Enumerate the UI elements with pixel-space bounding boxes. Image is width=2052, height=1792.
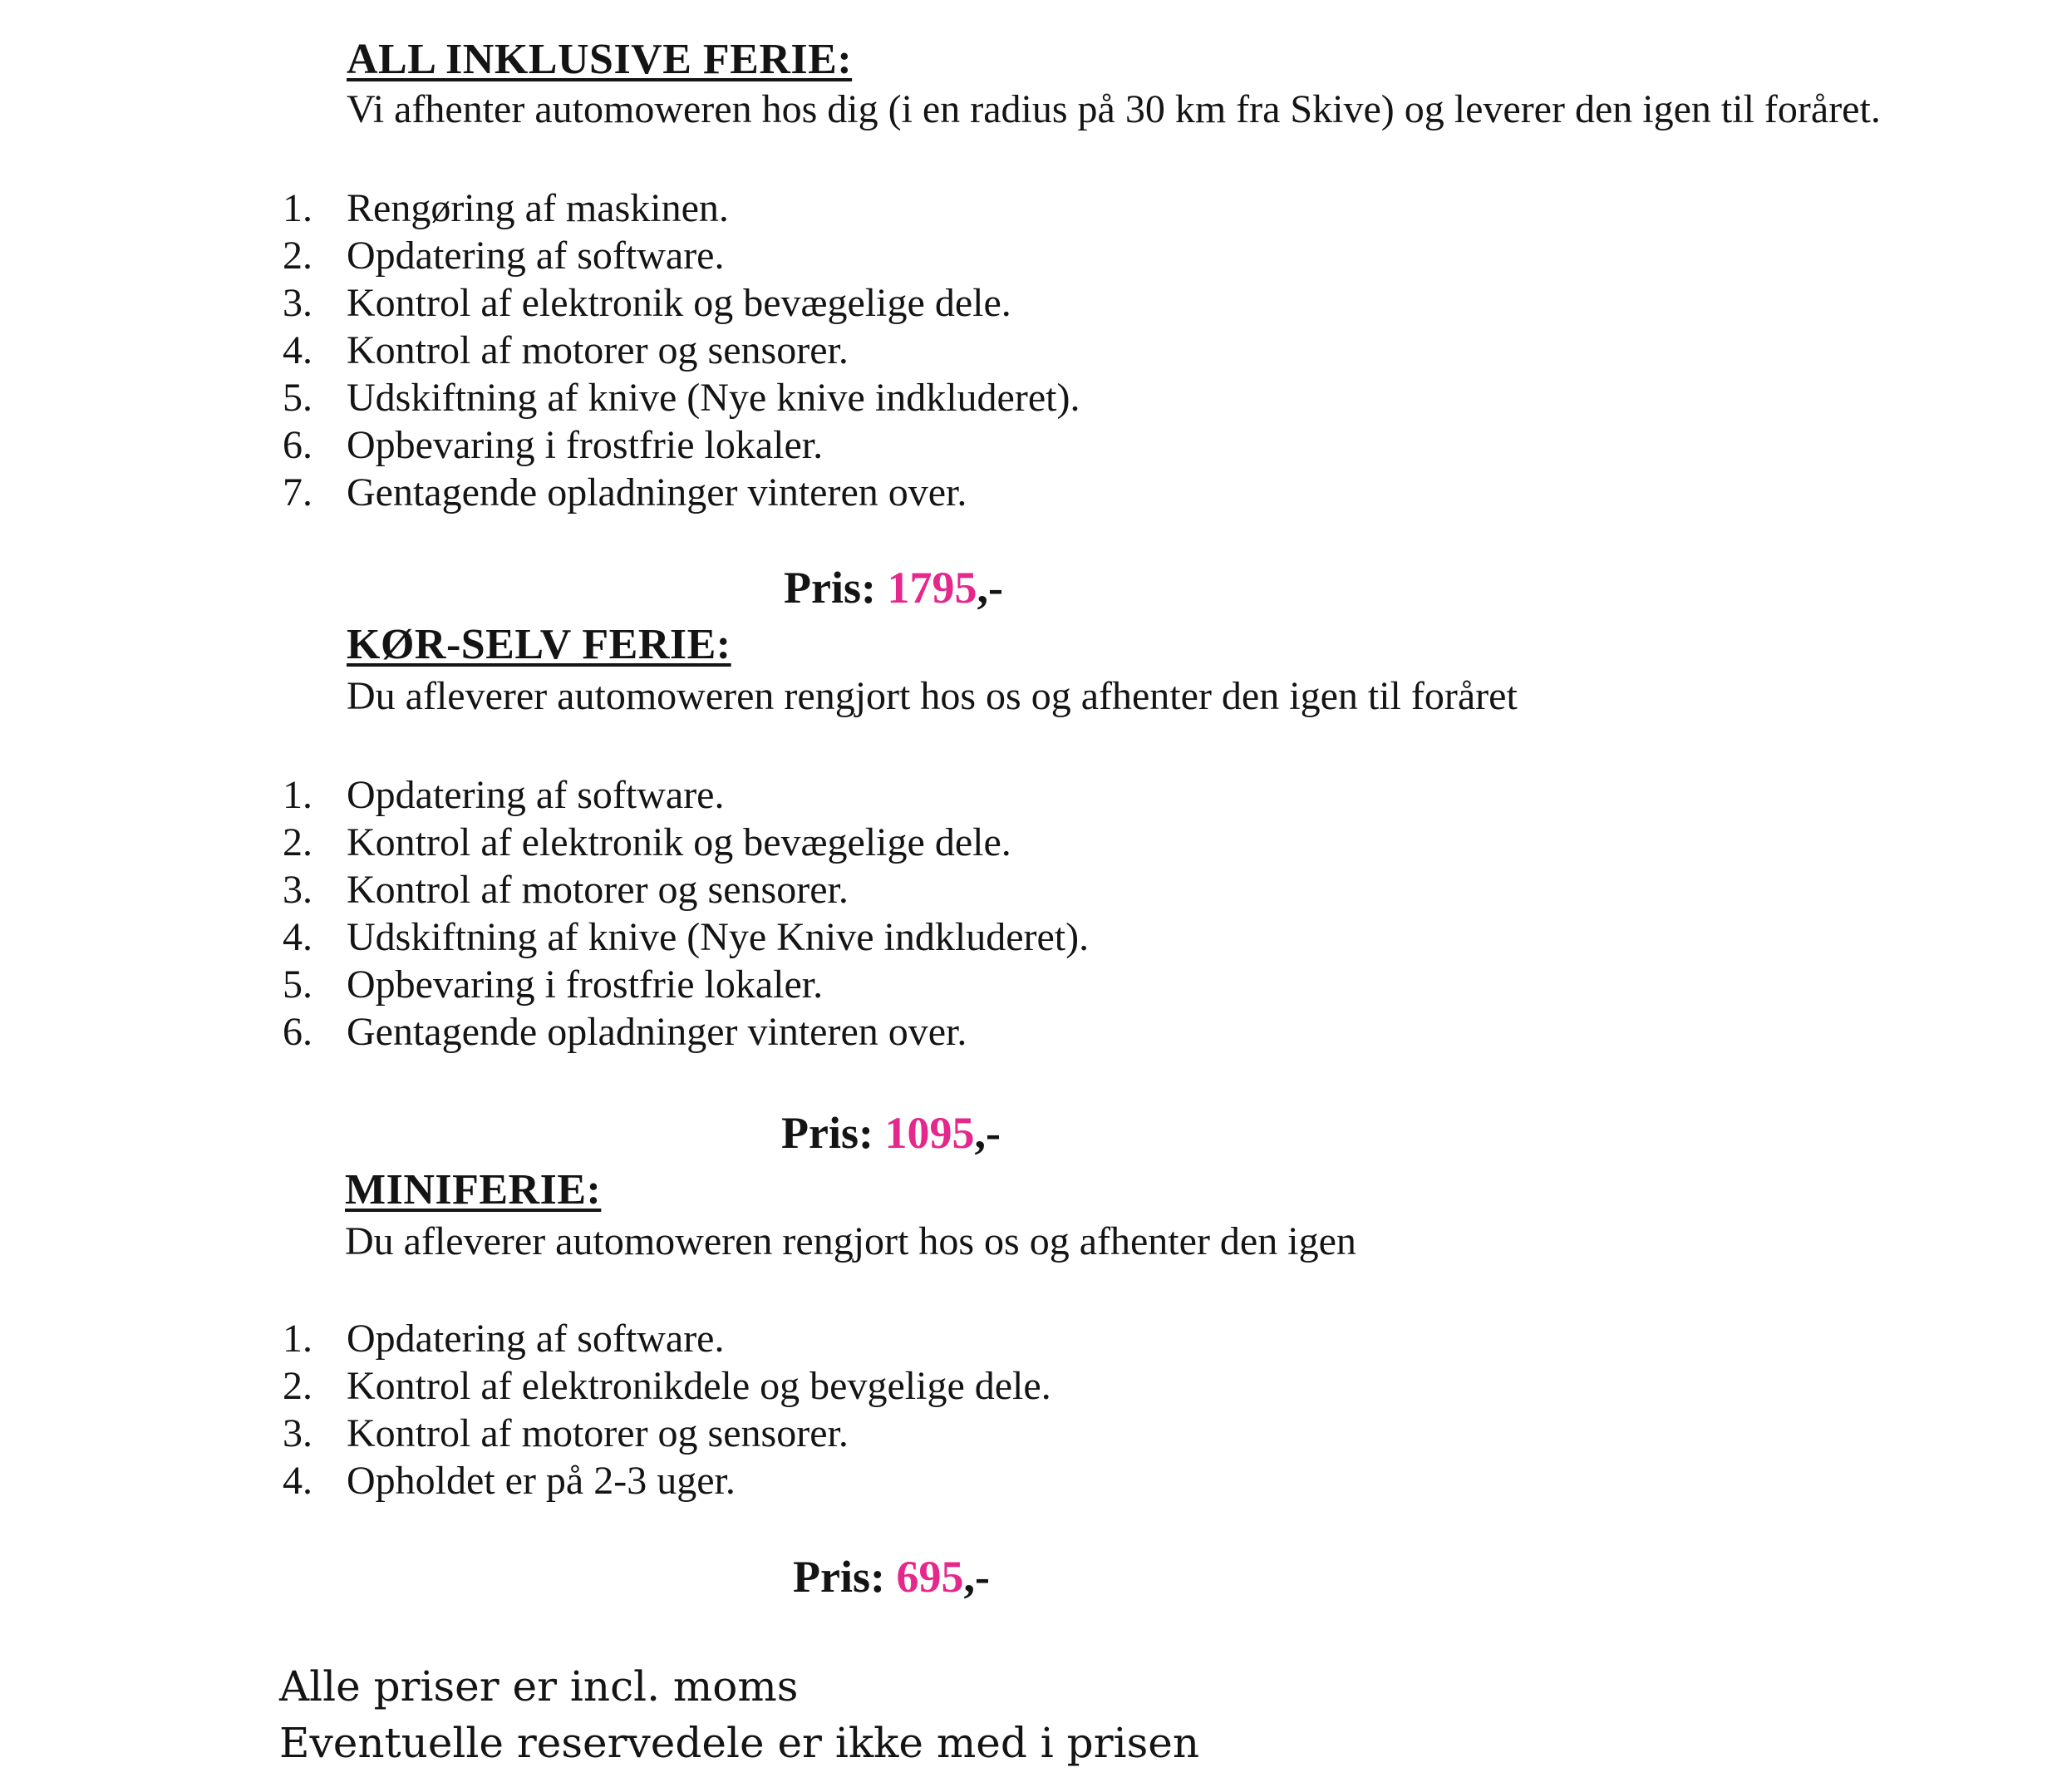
- item-text: Kontrol af motorer og sensorer.: [347, 868, 849, 912]
- item-text: Udskiftning af knive (Nye knive indkluderet).: [347, 376, 1080, 420]
- item-number: 6.: [283, 423, 312, 467]
- section-1-heading: ALL INKLUSIVE FERIE:: [347, 36, 853, 83]
- section-2-description: Du afleverer automoweren rengjort hos os og afhenter den igen til foråret: [347, 674, 1518, 718]
- item-text: Gentagende opladninger vinteren over.: [347, 1010, 967, 1054]
- price-amount: 1795: [887, 563, 977, 613]
- item-number: 3.: [283, 868, 312, 912]
- footer-vat-note: Alle priser er incl. moms: [279, 1662, 799, 1711]
- section-1-price: [784, 562, 1003, 613]
- item-number: 5.: [283, 376, 312, 420]
- price-suffix: ,-: [963, 1552, 990, 1602]
- price-suffix: ,-: [977, 563, 1003, 613]
- section-1-description: Vi afhenter automoweren hos dig (i en radius på 30 km fra Skive) og leverer den igen til foråret.: [347, 87, 1881, 131]
- item-text: Opholdet er på 2-3 uger.: [347, 1459, 736, 1503]
- price-amount: 1095: [884, 1108, 975, 1158]
- section-3-price: [793, 1551, 990, 1602]
- item-text: Rengøring af maskinen.: [347, 186, 729, 230]
- item-text: Kontrol af motorer og sensorer.: [347, 1411, 849, 1455]
- item-number: 2.: [283, 820, 312, 864]
- item-number: 1.: [283, 773, 312, 817]
- item-number: 2.: [283, 1364, 312, 1408]
- price-label: Pris:: [784, 563, 876, 613]
- item-number: 4.: [283, 915, 312, 959]
- item-text: Opdatering af software.: [347, 234, 725, 278]
- price-amount: 695: [896, 1552, 964, 1602]
- item-text: Gentagende opladninger vinteren over.: [347, 470, 967, 514]
- item-text: Opdatering af software.: [347, 1317, 725, 1361]
- item-text: Opbevaring i frostfrie lokaler.: [347, 962, 824, 1007]
- item-number: 3.: [283, 1411, 312, 1455]
- item-text: Kontrol af elektronik og bevægelige dele.: [347, 820, 1011, 864]
- item-number: 5.: [283, 962, 312, 1007]
- item-text: Kontrol af elektronik og bevægelige dele.: [347, 281, 1011, 325]
- item-number: 1.: [283, 186, 312, 230]
- item-number: 1.: [283, 1317, 312, 1361]
- item-text: Kontrol af motorer og sensorer.: [347, 328, 849, 372]
- price-label: Pris:: [781, 1108, 873, 1158]
- item-number: 2.: [283, 234, 312, 278]
- item-number: 7.: [283, 470, 312, 514]
- item-text: Udskiftning af knive (Nye Knive indkluderet).: [347, 915, 1090, 959]
- item-text: Opbevaring i frostfrie lokaler.: [347, 423, 824, 467]
- item-text: Kontrol af elektronikdele og bevgelige dele.: [347, 1364, 1051, 1408]
- section-2-price: [781, 1107, 1001, 1159]
- section-3-heading: MINIFERIE:: [345, 1166, 602, 1214]
- section-2-heading: KØR-SELV FERIE:: [347, 621, 731, 668]
- price-suffix: ,-: [974, 1108, 1001, 1158]
- item-number: 4.: [283, 328, 312, 372]
- section-3-description: Du afleverer automoweren rengjort hos os og afhenter den igen: [345, 1219, 1356, 1263]
- price-label: Pris:: [793, 1552, 885, 1602]
- item-text: Opdatering af software.: [347, 773, 725, 817]
- item-number: 4.: [283, 1459, 312, 1503]
- item-number: 6.: [283, 1010, 312, 1054]
- item-number: 3.: [283, 281, 312, 325]
- footer-spare-parts-note: Eventuelle reservedele er ikke med i prisen: [279, 1719, 1200, 1767]
